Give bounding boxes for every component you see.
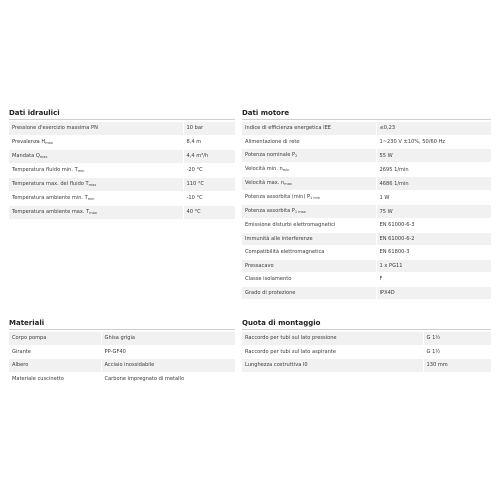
row-label-text: Raccordo per tubi sul lato pressione (245, 335, 337, 342)
row-value: 75 W (376, 205, 491, 219)
row-value: ≤0,23 (376, 122, 491, 135)
materials-section (9, 317, 235, 386)
row-value: 130 mm (423, 359, 491, 373)
row-label-text: Emissione disturbi elettromagnetici (245, 222, 336, 229)
row-value: 4,4 m³/h (183, 149, 235, 163)
row-label-text: Mandata Q (12, 152, 40, 159)
row-value: Acciaio inossidabile (101, 359, 235, 373)
row-label (242, 259, 376, 273)
row-label-subscript: 1 min (310, 196, 321, 200)
table-row (242, 259, 491, 273)
materials-table (9, 332, 235, 386)
row-label-text: Compatibilità elettromagnetica (245, 249, 325, 256)
row-value: EN 61800-3 (376, 246, 491, 260)
row-label (242, 246, 376, 260)
row-label-subscript: max (45, 140, 53, 145)
table-row (242, 273, 491, 287)
row-value: -20 °C (183, 163, 235, 177)
row-label (9, 122, 183, 135)
row-label-text: Grado di protezione (245, 289, 296, 296)
row-label (9, 345, 101, 359)
row-label (242, 149, 376, 163)
row-label-subscript: max (89, 210, 97, 215)
row-value: EN 61000-6-2 (376, 232, 491, 246)
table-row (242, 163, 491, 177)
row-label-text: Potenza assorbita P (245, 208, 295, 214)
row-label (9, 205, 183, 219)
table-row (242, 219, 491, 233)
table-row (242, 345, 491, 359)
table-row (9, 345, 235, 359)
row-value: IPX4D (376, 286, 491, 300)
row-label-subscript: 2 (295, 154, 298, 158)
table-row (242, 122, 491, 135)
row-value: 8,4 m (183, 135, 235, 149)
table-row (242, 332, 491, 345)
row-label (9, 332, 101, 345)
row-value: G 1½ (423, 345, 491, 359)
row-value: 1 W (376, 191, 491, 205)
table-row (9, 332, 235, 345)
row-label-text: Temperatura ambiente max. T (12, 208, 90, 215)
table-row (9, 205, 235, 219)
row-value: 110 °C (183, 177, 235, 191)
row-label (242, 135, 376, 149)
row-label (242, 177, 376, 191)
table-row (242, 246, 491, 260)
row-value: Ghisa grigia (101, 332, 235, 345)
row-label-text: Classe isolamento (245, 276, 292, 283)
row-label-text: Velocità max. n (245, 180, 285, 186)
row-label-subscript: max (39, 154, 48, 159)
row-label-text: Indice di efficienza energetica IEE (245, 125, 332, 132)
row-label (242, 191, 376, 205)
row-label (9, 359, 101, 373)
hydraulic-data-section (9, 107, 235, 220)
table-row (9, 177, 235, 191)
section-title: Dati motore (242, 107, 491, 120)
row-label (9, 372, 101, 386)
mounting-section (242, 317, 491, 373)
row-label-text: Materiale cuscinetto (12, 375, 64, 382)
table-row (9, 163, 235, 177)
row-label (242, 286, 376, 300)
table-row (9, 372, 235, 386)
row-label (242, 232, 376, 246)
row-label-text: Temperatura fluido min. T (12, 166, 78, 173)
row-value: Carbone impregnato di metallo (101, 372, 235, 386)
row-value: 4686 1/min (376, 177, 491, 191)
row-label (242, 359, 423, 373)
row-value: F (376, 273, 491, 287)
row-label (242, 273, 376, 287)
table-row (242, 286, 491, 300)
row-value: EN 61000-6-3 (376, 219, 491, 233)
row-label-subscript: max (88, 182, 97, 187)
motor-data-table (242, 122, 491, 300)
row-label-text: Temperatura max. del fluido T (12, 180, 89, 187)
row-label-text: Pressione d'esercizio massima PN (12, 125, 98, 132)
row-label-text: Potenza assorbita (min) P (245, 194, 311, 200)
row-label (242, 163, 376, 177)
section-title: Dati idraulici (9, 107, 235, 120)
row-value: 55 W (376, 149, 491, 163)
row-label-text: Raccordo per tubi sul lato aspirante (245, 348, 336, 355)
table-row (9, 122, 235, 135)
table-row (9, 191, 235, 205)
row-label-text: Temperatura ambiente min. T (12, 194, 88, 201)
row-label-text: Corpo pompa (12, 335, 47, 342)
row-label-text: Immunità alle interferenze (245, 235, 313, 242)
table-row (9, 135, 235, 149)
table-row (9, 359, 235, 373)
table-row (9, 149, 235, 163)
section-title: Materiali (9, 317, 235, 330)
row-label-text: Prevalenza H (12, 138, 46, 145)
mounting-table (242, 332, 491, 373)
row-label-text: Lunghezza costruttiva l0 (245, 362, 308, 369)
row-label-subscript: 1 max (294, 210, 306, 214)
row-label (242, 122, 376, 135)
section-title: Quota di montaggio (242, 317, 491, 330)
row-value: 1 x PG11 (376, 259, 491, 273)
motor-data-section (242, 107, 491, 300)
row-label (242, 332, 423, 345)
hydraulic-data-table (9, 122, 235, 220)
row-label-subscript: min (77, 168, 85, 173)
row-label-text: Albero (12, 362, 29, 369)
row-label (9, 149, 183, 163)
row-value: 2695 1/min (376, 163, 491, 177)
row-label (9, 163, 183, 177)
row-label-text: Velocità min. n (245, 166, 283, 172)
row-value: -10 °C (183, 191, 235, 205)
row-value: G 1½ (423, 332, 491, 345)
row-label-text: Potenza nominale P (245, 152, 296, 158)
row-label (242, 205, 376, 219)
table-row (242, 191, 491, 205)
row-label (242, 219, 376, 233)
row-label (9, 191, 183, 205)
table-row (242, 135, 491, 149)
row-label (242, 345, 423, 359)
table-row (242, 149, 491, 163)
row-label (9, 135, 183, 149)
row-label-subscript: min (87, 196, 95, 201)
row-value: 10 bar (183, 122, 235, 135)
table-row (242, 359, 491, 373)
row-label-subscript: min (282, 168, 290, 172)
table-row (242, 205, 491, 219)
row-value: 1~230 V ±10%, 50/60 Hz (376, 135, 491, 149)
row-label-text: Alimentazione di rete (245, 138, 300, 145)
row-label (9, 177, 183, 191)
table-row (242, 232, 491, 246)
row-value: 40 °C (183, 205, 235, 219)
row-label-subscript: max (284, 182, 292, 186)
row-value: PP-GF40 (101, 345, 235, 359)
row-label-text: Girante (12, 348, 31, 355)
table-row (242, 177, 491, 191)
row-label-text: Pressacavo (245, 262, 274, 269)
